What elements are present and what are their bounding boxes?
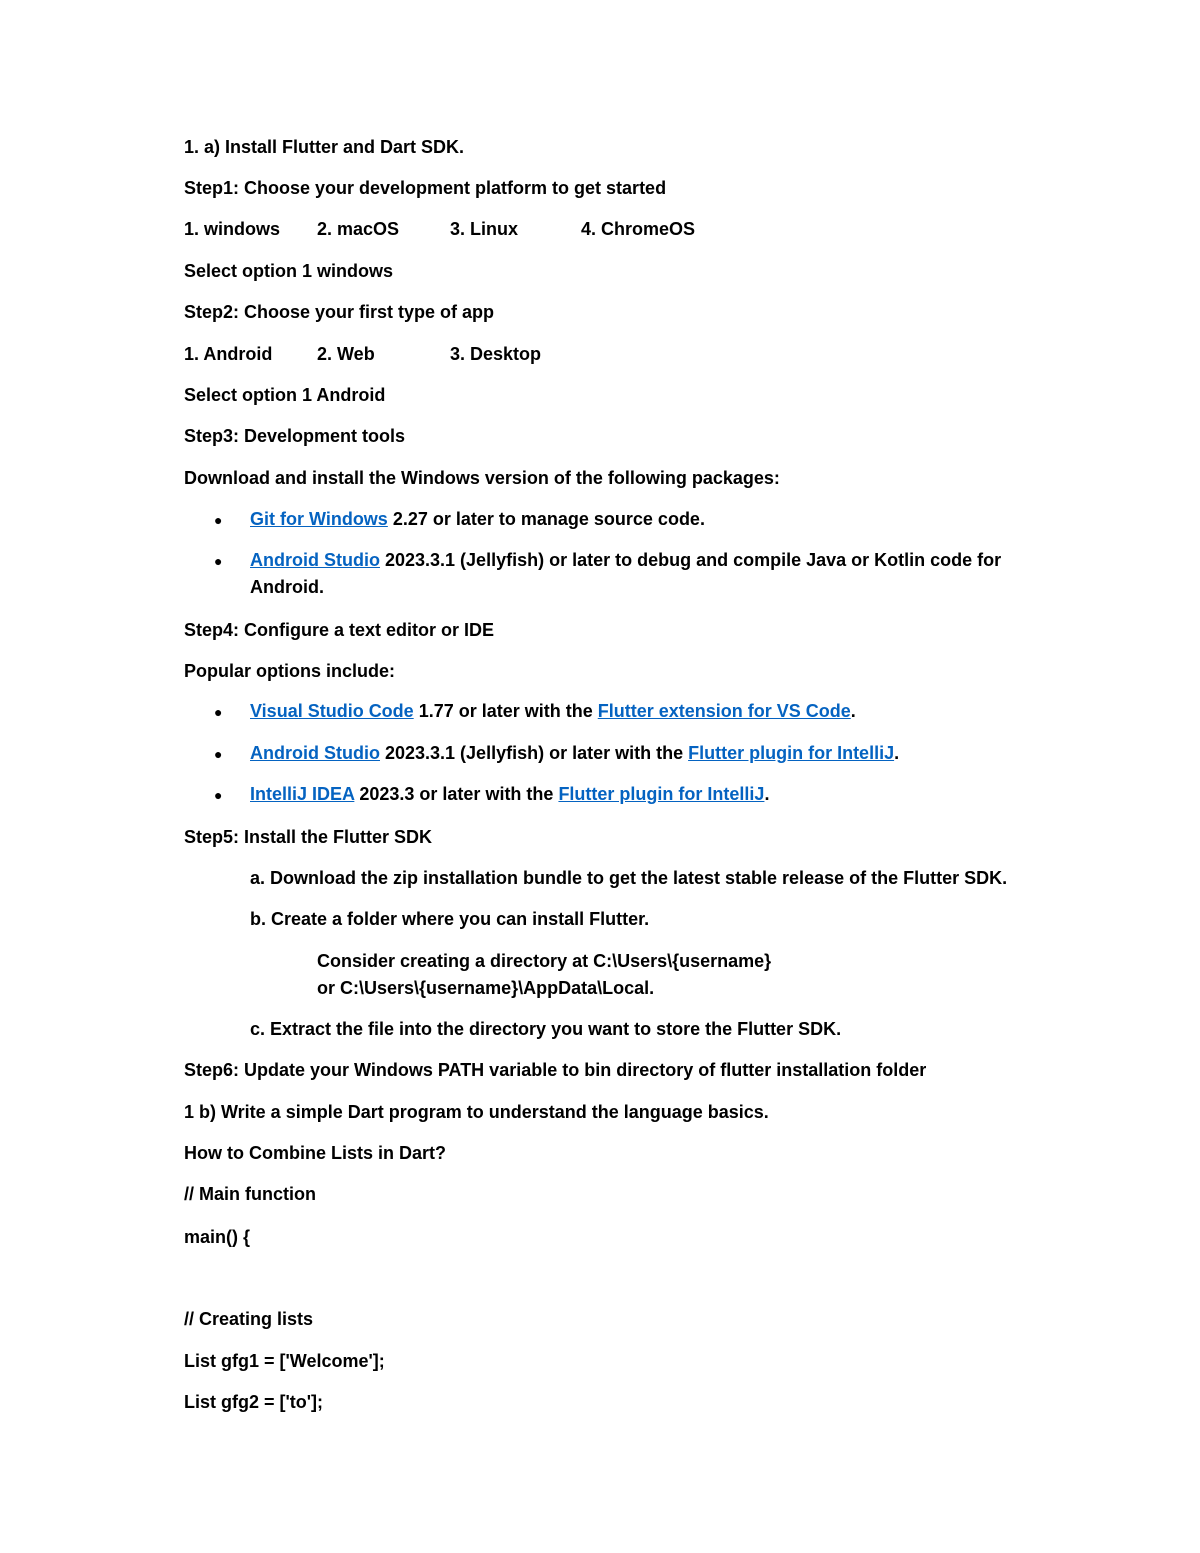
code-main-open: main() { (184, 1227, 251, 1247)
step1-heading: Step1: Choose your development platform to get started (184, 178, 667, 198)
list-item-git (250, 507, 705, 531)
git-for-windows-link[interactable]: Git for Windows (250, 509, 388, 529)
code-comment-main: // Main function (184, 1184, 316, 1204)
period: . (850, 701, 856, 721)
heading-1b: 1 b) Write a simple Dart program to understand the language basics. (184, 1102, 769, 1122)
flutter-extension-vscode-link[interactable]: Flutter extension for VS Code (597, 701, 851, 721)
question-heading: How to Combine Lists in Dart? (184, 1143, 447, 1163)
list-item-intellij (250, 782, 769, 806)
platform-option-macos: 2. macOS (317, 219, 400, 239)
bullet-icon: ● (214, 704, 223, 720)
list-item-vscode (250, 699, 856, 723)
step5-heading: Step5: Install the Flutter SDK (184, 827, 433, 847)
android-studio-link[interactable]: Android Studio (250, 550, 380, 570)
list-item-android-studio-ide (250, 741, 899, 765)
app-type-desktop: 3. Desktop (450, 344, 542, 364)
step3-heading: Step3: Development tools (184, 426, 406, 446)
intellij-desc: 2023.3 or later with the (354, 784, 559, 804)
period: . (764, 784, 770, 804)
platform-option-linux: 3. Linux (450, 219, 519, 239)
list-item-android-studio (250, 548, 1001, 572)
select-windows-text: Select option 1 windows (184, 261, 394, 281)
android-studio-ide-link[interactable]: Android Studio (250, 743, 380, 763)
popular-options-text: Popular options include: (184, 661, 395, 681)
step5-b-note-line2: or C:\Users\{username}\AppData\Local. (317, 978, 655, 998)
select-android-text: Select option 1 Android (184, 385, 386, 405)
android-studio-desc-cont: Android. (250, 577, 324, 597)
flutter-plugin-intellij-link-2[interactable]: Flutter plugin for IntelliJ (558, 784, 765, 804)
bullet-icon: ● (214, 746, 223, 762)
period: . (894, 743, 900, 763)
step5-a: a. Download the zip installation bundle to get the latest stable release of the Flutter SDK. (250, 868, 1008, 888)
vscode-desc: 1.77 or later with the (413, 701, 598, 721)
app-type-android: 1. Android (184, 344, 273, 364)
step4-heading: Step4: Configure a text editor or IDE (184, 620, 495, 640)
git-desc: 2.27 or later to manage source code. (387, 509, 705, 529)
flutter-plugin-intellij-link[interactable]: Flutter plugin for IntelliJ (688, 743, 895, 763)
code-list-gfg1: List gfg1 = ['Welcome']; (184, 1351, 385, 1371)
platform-option-chromeos: 4. ChromeOS (581, 219, 696, 239)
code-list-gfg2: List gfg2 = ['to']; (184, 1392, 324, 1412)
code-comment-lists: // Creating lists (184, 1309, 314, 1329)
visual-studio-code-link[interactable]: Visual Studio Code (250, 701, 414, 721)
step6-heading: Step6: Update your Windows PATH variable to bin directory of flutter installation folder (184, 1060, 927, 1080)
step5-b-note-line1: Consider creating a directory at C:\Users\{username} (317, 951, 772, 971)
android-studio-desc: 2023.3.1 (Jellyfish) or later to debug and compile Java or Kotlin code for (379, 550, 1002, 570)
bullet-icon: ● (214, 512, 223, 528)
intellij-idea-link[interactable]: IntelliJ IDEA (250, 784, 355, 804)
download-intro: Download and install the Windows version of the following packages: (184, 468, 780, 488)
step2-heading: Step2: Choose your first type of app (184, 302, 495, 322)
android-studio-ide-desc: 2023.3.1 (Jellyfish) or later with the (379, 743, 689, 763)
heading-1a: 1. a) Install Flutter and Dart SDK. (184, 137, 465, 157)
step5-c: c. Extract the file into the directory you want to store the Flutter SDK. (250, 1019, 842, 1039)
step5-b: b. Create a folder where you can install Flutter. (250, 909, 650, 929)
bullet-icon: ● (214, 787, 223, 803)
bullet-icon: ● (214, 553, 223, 569)
app-type-web: 2. Web (317, 344, 375, 364)
platform-option-windows: 1. windows (184, 219, 281, 239)
